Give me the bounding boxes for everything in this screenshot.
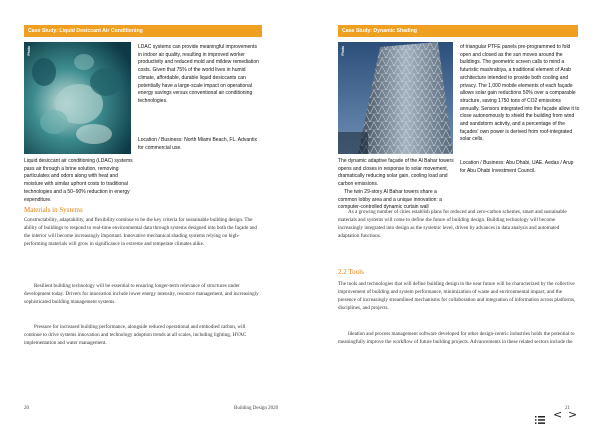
al-bahar-photo [338,42,453,154]
tools-paragraph-2: Ideation and process management software developed for other design-centric industries holds the potential to meaningfully improve the workflow of future building projects. Advancements in these related sectors include the [338,331,575,346]
previous-page-button[interactable]: < [553,408,563,421]
intro-paragraph: As a growing number of cities establish plans for reduced and zero-carbon schemes, smart and sustainable materials and systems will come to define the future of building design. Building technology will become increasingly integrated into design as the systemic level, driven by advances in data analysis and automated adaptation functions. [338,209,567,240]
page-number-right: 21 [565,406,570,411]
page-number-left: 20 [24,406,29,411]
case-study-title-left: Case Study: Liquid Desiccant Air Conditioning [28,28,143,34]
section-title-materials: Materials in Systems [24,206,83,214]
al-bahar-location: Location / Business: Abu Dhabi, UAE. Aedas / Arup for Abu Dhabi Investment Council. [460,160,574,174]
ldac-photo-image [24,42,131,154]
menu-icon[interactable] [535,409,545,417]
al-bahar-description: of triangular PTFE panels pre-programmed to fold open and closed as the sun moves around the buildings. The geometric screen calls to mind a futuristic mashrabiya, a traditional element of Arab architecture intended to provide both cooling and privacy. The 1,000 mobile elements of each façade allows solar gain reductions 50% over a comparable structure, saving 1750 tons of CO2 emissions annually. Sensors integrated into the façade allow it to close autonomously to shield the building from wind and sandstorm activity, and a percentage of the façades' own power is derived from roof-integrated solar cells. [460,44,580,143]
ldac-photo [24,42,131,154]
photo-credit-label: Photo [27,46,31,56]
materials-paragraph-1: Constructability, adaptability, and flexibility continue to be the key criteria for sustainable building design. The ability of buildings to respond to real-time environmental data through systems designed into both the façade and the interior will become increasingly important. Innovative mechanical shading systems relying on high-performing materials will grow in significance in extreme and temperate climates alike. [24,217,257,248]
ldac-description: LDAC systems can provide meaningful improvements in indoor air quality, resulting in improved worker productivity and reduced mold and mildew remediation costs. Given that 75% of the world lives in humid climate, affordable, durable liquid desiccants can potentially have a large-scale impact on operational energy savings versus conventional air conditioning technologies. [138,44,259,104]
materials-paragraph-2: Resilient building technology will be essential to ensuring longer-term relevance of structures under development today. Drivers for innovation include lower energy intensity, resource management, and increasingly sophisticated building management systems. [24,283,259,306]
photo-credit-label: Photo [341,46,345,56]
case-study-title-right: Case Study: Dynamic Shading [342,28,417,34]
case-study-header-right [338,25,578,37]
next-page-button[interactable]: > [568,408,578,421]
tools-paragraph-1: The tools and technologies that will define building design in the near future will be characterized by the collective improvement of building and system performance, minimization of waste and environmental impact, and the presence of increasingly streamlined mechanisms for collaboration and integration of information across platforms, disciplines, and projects. [338,281,576,312]
al-bahar-caption-2: The twin 29-story Al Bahar towers share a common lobby area and a unique innovation: a computer-controlled dynamic curtain wall [338,189,442,211]
materials-paragraph-3: Pressure for increased building performance, alongside reduced operational and embodied carbon, will continue to drive systems innovation and technology adoption trends at all scales, including lighting, HVAC implementation and water management. [24,324,247,347]
footer-title: Building Design 2020 [234,406,279,411]
section-title-tools: 2.2 Tools [338,268,364,276]
al-bahar-photo-image [338,42,453,154]
case-study-header-left [24,25,262,37]
ldac-location: Location / Business: North Miami Beach, FL. Advantix for commercial use. [138,137,257,151]
ldac-caption: Liquid desiccant air conditioning (LDAC) systems pass air through a brine solution, removing particulates and odors along with heat and moisture with similar upfront costs to traditional technologies and a 50–90% reduction in energy expenditure. [24,158,133,203]
al-bahar-caption-1: The dynamic adaptive façade of the Al Bahar towers opens and closes in response to solar movement, dramatically reducing solar gain, cooling load and carbon emissions. [338,158,454,188]
